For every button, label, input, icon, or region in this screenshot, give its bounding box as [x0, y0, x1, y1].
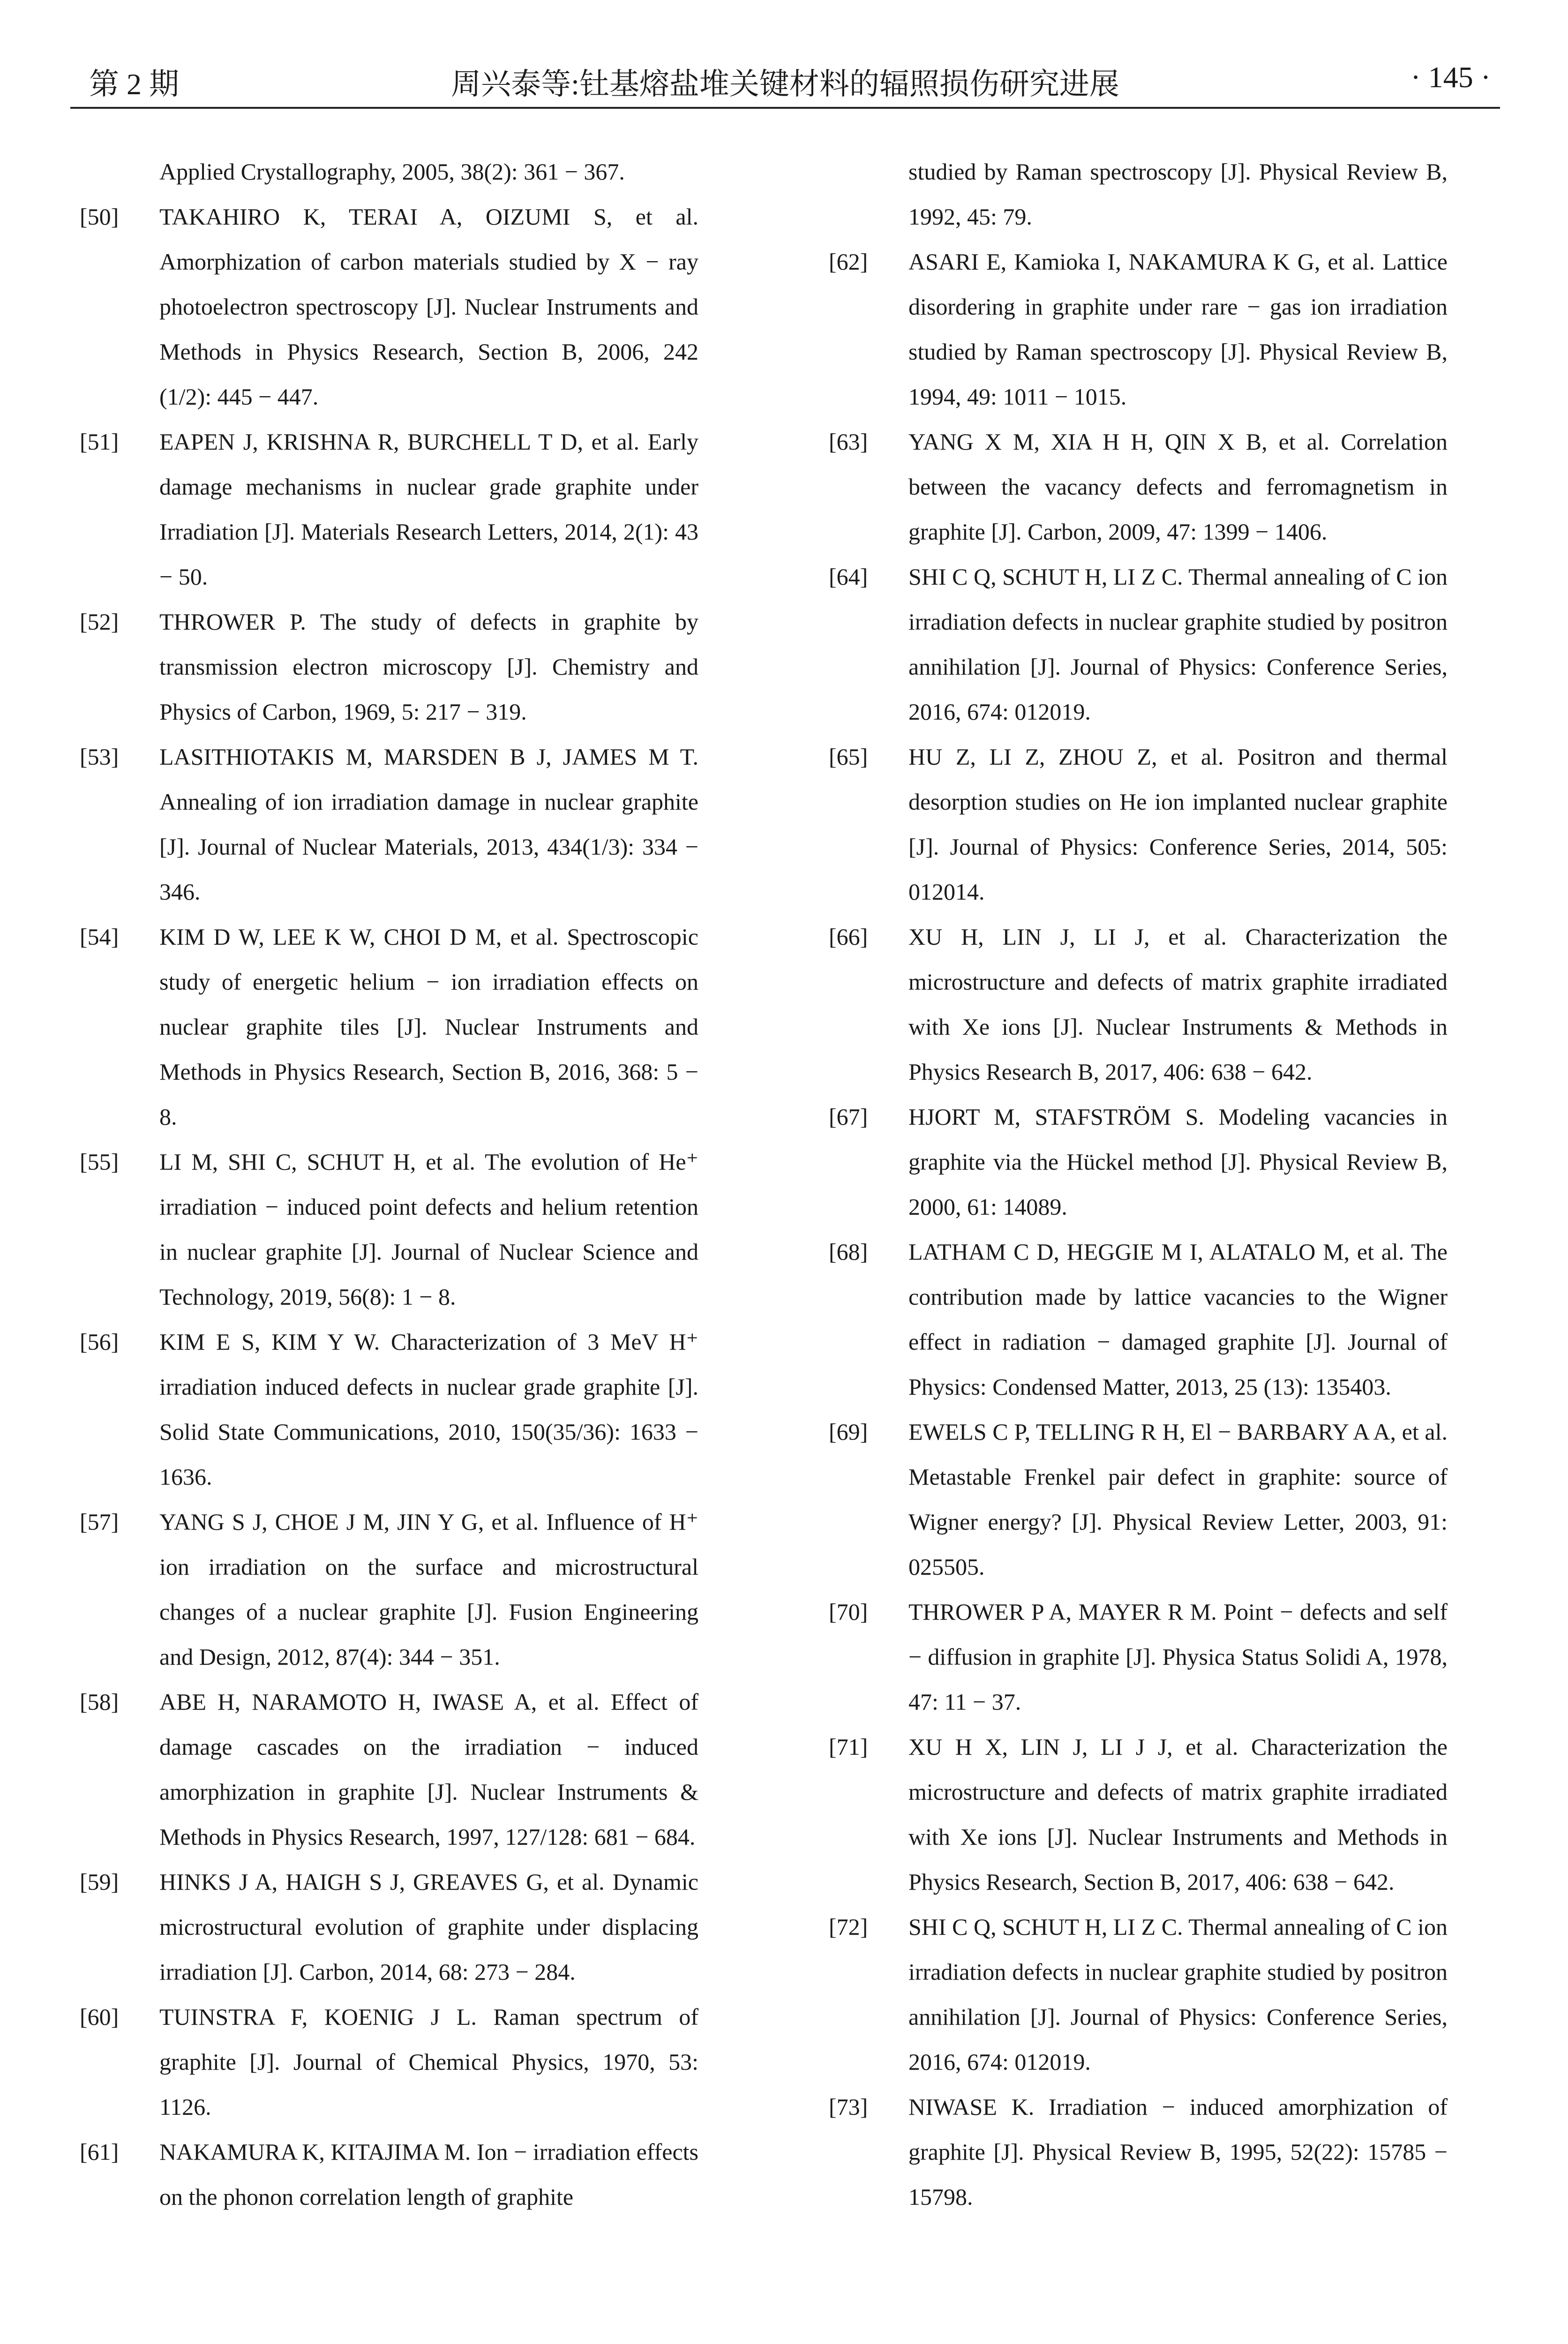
reference-item [80, 1994, 698, 2129]
reference-number: [70] [829, 1599, 868, 1625]
reference-number: [53] [80, 744, 119, 770]
reference-text: XU H X, LIN J, LI J J, et al. Characterization the microstructure and defects of matrix graphite irradiated with Xe ions [J]. Nuclear Instruments and Methods in Physics Research, Section B, 2017, 406: 638 − 642. [908, 1734, 1448, 1895]
reference-text: HU Z, LI Z, ZHOU Z, et al. Positron and thermal desorption studies on He ion implanted nuclear graphite [J]. Journal of Physics: Conference Series, 2014, 505: 012014. [908, 744, 1448, 905]
reference-item [829, 1904, 1448, 2084]
reference-text: THROWER P A, MAYER R M. Point − defects and self − diffusion in graphite [J]. Physica Status Solidi A, 1978, 47: 11 − 37. [908, 1599, 1448, 1715]
reference-text: LATHAM C D, HEGGIE M I, ALATALO M, et al. The contribution made by lattice vacancies to the Wigner effect in radiation − damaged graphite [J]. Journal of Physics: Condensed Matter, 2013, 25 (13): 135403. [908, 1239, 1448, 1400]
reference-number: [57] [80, 1509, 119, 1535]
reference-item [829, 1229, 1448, 1409]
reference-item [829, 1589, 1448, 1724]
running-header [70, 51, 1500, 109]
reference-text: EWELS C P, TELLING R H, El − BARBARY A A, et al. Metastable Frenkel pair defect in graphite: source of Wigner energy? [J]. Physical Review Letter, 2003, 91: 025505. [908, 1419, 1448, 1580]
reference-item [829, 419, 1448, 554]
reference-item [80, 194, 698, 419]
reference-text: ABE H, NARAMOTO H, IWASE A, et al. Effect of damage cascades on the irradiation − induced amorphization in graphite [J]. Nuclear Instruments & Methods in Physics Research, 1997, 127/128: 681 − 684. [159, 1689, 698, 1850]
reference-text: NAKAMURA K, KITAJIMA M. Ion − irradiation effects on the phonon correlation length of graphite [159, 2139, 698, 2210]
reference-item [80, 734, 698, 914]
reference-text: TAKAHIRO K, TERAI A, OIZUMI S, et al. Amorphization of carbon materials studied by X − ray photoelectron spectroscopy [J]. Nuclear Instruments and Methods in Physics Research, Section B, 2006, 242 (1/2): 445 − 447. [159, 203, 698, 410]
reference-number: [68] [829, 1239, 868, 1265]
reference-text: TUINSTRA F, KOENIG J L. Raman spectrum of graphite [J]. Journal of Chemical Physics, 1970, 53: 1126. [159, 2004, 698, 2120]
reference-text: YANG X M, XIA H H, QIN X B, et al. Correlation between the vacancy defects and ferromagnetism in graphite [J]. Carbon, 2009, 47: 1399 − 1406. [908, 428, 1448, 545]
reference-item [829, 734, 1448, 914]
reference-item [829, 1409, 1448, 1589]
reference-item [829, 239, 1448, 419]
reference-text: NIWASE K. Irradiation − induced amorphization of graphite [J]. Physical Review B, 1995, 52(22): 15785 − 15798. [908, 2094, 1448, 2210]
issue-number: 第 2 期 [89, 68, 179, 101]
running-title: 周兴泰等:钍基熔盐堆关键材料的辐照损伤研究进展 [451, 68, 1119, 101]
reference-text: ASARI E, Kamioka I, NAKAMURA K G, et al. Lattice disordering in graphite under rare − gas ion irradiation studied by Raman spectroscopy [J]. Physical Review B, 1994, 49: 1011 − 1015. [908, 248, 1448, 410]
reference-number: [64] [829, 563, 868, 590]
reference-continuation: Applied Crystallography, 2005, 38(2): 361 − 367. [159, 158, 625, 185]
reference-item [80, 599, 698, 734]
reference-number: [51] [80, 428, 119, 455]
reference-item [829, 2084, 1448, 2219]
reference-text: KIM D W, LEE K W, CHOI D M, et al. Spectroscopic study of energetic helium − ion irradiation effects on nuclear graphite tiles [J]. Nuclear Instruments and Methods in Physics Research, Section B, 2016, 368: 5 − 8. [159, 924, 698, 1130]
reference-item [80, 1319, 698, 1499]
reference-text: XU H, LIN J, LI J, et al. Characterization the microstructure and defects of matrix graphite irradiated with Xe ions [J]. Nuclear Instruments & Methods in Physics Research B, 2017, 406: 638 − 642. [908, 924, 1448, 1085]
reference-item [829, 914, 1448, 1094]
reference-number: [65] [829, 744, 868, 770]
reference-number: [62] [829, 248, 868, 275]
reference-item [80, 2129, 698, 2219]
reference-text: LASITHIOTAKIS M, MARSDEN B J, JAMES M T. Annealing of ion irradiation damage in nuclear graphite [J]. Journal of Nuclear Materials, 2013, 434(1/3): 334 − 346. [159, 744, 698, 905]
reference-text: LI M, SHI C, SCHUT H, et al. The evolution of He⁺ irradiation − induced point defects and helium retention in nuclear graphite [J]. Journal of Nuclear Science and Technology, 2019, 56(8): 1 − 8. [159, 1149, 698, 1310]
reference-number: [52] [80, 609, 119, 635]
page-number: · 145 · [1410, 60, 1491, 94]
reference-number: [63] [829, 428, 868, 455]
reference-item [829, 554, 1448, 734]
reference-text: THROWER P. The study of defects in graphite by transmission electron microscopy [J]. Chemistry and Physics of Carbon, 1969, 5: 217 − 319. [159, 609, 698, 725]
reference-number: [58] [80, 1689, 119, 1715]
reference-number: [54] [80, 924, 119, 950]
reference-number: [69] [829, 1419, 868, 1445]
reference-item [80, 1859, 698, 1994]
reference-text: HINKS J A, HAIGH S J, GREAVES G, et al. Dynamic microstructural evolution of graphite under displacing irradiation [J]. Carbon, 2014, 68: 273 − 284. [159, 1869, 698, 1985]
reference-number: [73] [829, 2094, 868, 2120]
reference-number: [59] [80, 1869, 119, 1895]
reference-number: [67] [829, 1104, 868, 1130]
reference-item [80, 419, 698, 599]
reference-item [80, 1499, 698, 1679]
reference-number: [66] [829, 924, 868, 950]
reference-item [829, 1724, 1448, 1904]
reference-number: [72] [829, 1914, 868, 1940]
reference-number: [71] [829, 1734, 868, 1760]
reference-number: [60] [80, 2004, 119, 2030]
reference-item [80, 1679, 698, 1859]
reference-number: [55] [80, 1149, 119, 1175]
reference-text: SHI C Q, SCHUT H, LI Z C. Thermal annealing of C ion irradiation defects in nuclear graphite studied by positron annihilation [J]. Journal of Physics: Conference Series, 2016, 674: 012019. [908, 1914, 1448, 2075]
reference-text: KIM E S, KIM Y W. Characterization of 3 MeV H⁺ irradiation induced defects in nuclear grade graphite [J]. Solid State Communications, 2010, 150(35/36): 1633 − 1636. [159, 1329, 698, 1490]
reference-number: [56] [80, 1329, 119, 1355]
reference-column-right [829, 149, 1448, 2219]
reference-item [80, 1139, 698, 1319]
reference-number: [61] [80, 2139, 119, 2165]
reference-item [80, 914, 698, 1139]
reference-item [829, 1094, 1448, 1229]
reference-number: [50] [80, 203, 119, 230]
reference-continuation: studied by Raman spectroscopy [J]. Physical Review B, 1992, 45: 79. [908, 158, 1448, 230]
reference-text: HJORT M, STAFSTRÖM S. Modeling vacancies in graphite via the Hückel method [J]. Physical Review B, 2000, 61: 14089. [908, 1104, 1448, 1220]
reference-text: SHI C Q, SCHUT H, LI Z C. Thermal annealing of C ion irradiation defects in nuclear graphite studied by positron annihilation [J]. Journal of Physics: Conference Series, 2016, 674: 012019. [908, 563, 1448, 725]
reference-text: EAPEN J, KRISHNA R, BURCHELL T D, et al. Early damage mechanisms in nuclear grade graphite under Irradiation [J]. Materials Research Letters, 2014, 2(1): 43 − 50. [159, 428, 698, 590]
reference-text: YANG S J, CHOE J M, JIN Y G, et al. Influence of H⁺ ion irradiation on the surface and microstructural changes of a nuclear graphite [J]. Fusion Engineering and Design, 2012, 87(4): 344 − 351. [159, 1509, 698, 1670]
reference-column-left [80, 149, 698, 2219]
